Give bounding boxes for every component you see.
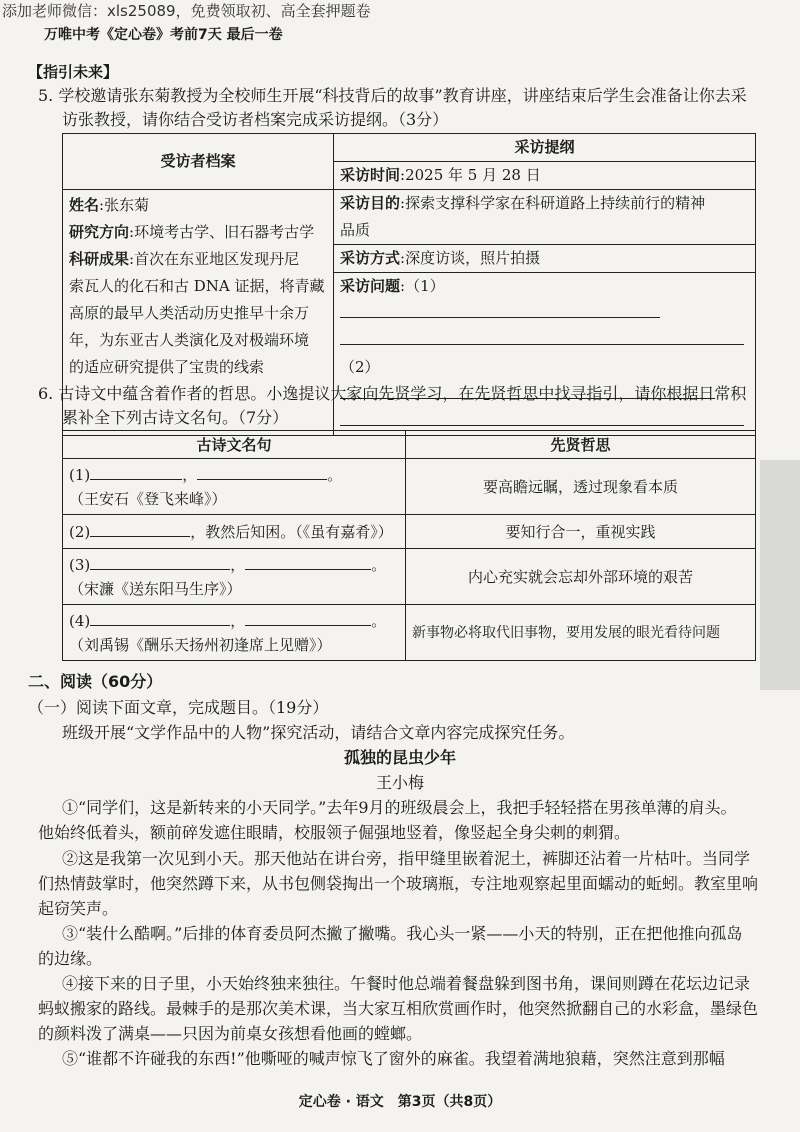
result-line: 的适应研究提供了宝贵的线索	[69, 358, 265, 376]
row-source: （刘禹锡《酬乐天扬州初逢席上见赠》）	[69, 635, 332, 654]
question-label: 采访问题	[340, 277, 401, 295]
article-line: 的边缘。	[38, 949, 103, 968]
col-left-title: 古诗文名句	[196, 435, 272, 454]
answer-blank[interactable]	[90, 554, 230, 570]
reading-heading: 二、阅读（60分）	[28, 672, 163, 691]
outline-purpose-cell	[334, 190, 756, 245]
outline-title: 采访提纲	[514, 138, 575, 156]
article-line: 他始终低着头，额前碎发遮住眼睛，校服领子倔强地竖着，像竖起全身尖刺的刺猬。	[38, 823, 631, 842]
answer-blank[interactable]	[90, 521, 190, 537]
question-2: （2）	[340, 358, 380, 376]
result-line: :首次在东亚地区发现丹尼	[129, 250, 300, 268]
result-line: 年，为东亚古人类演化及对极端环境	[69, 331, 310, 349]
article-line: 起窃笑声。	[38, 899, 119, 918]
article-line: 的颜料泼了满桌——只因为前桌女孩想看他画的螳螂。	[38, 1024, 423, 1043]
q6-line-1: 6. 古诗文中蕴含着作者的哲思。小逸提议大家向先贤学习，在先贤哲思中找寻指引，请你根据日常积	[38, 384, 747, 403]
idea-cell	[406, 605, 756, 661]
poetry-col-header	[63, 431, 406, 459]
result-label: 科研成果	[69, 250, 130, 268]
question-1: :（1）	[400, 277, 445, 295]
row-source: （宋濂《送东阳马生序》）	[69, 579, 242, 598]
col-right-title: 先贤哲思	[550, 435, 611, 454]
answer-blank[interactable]	[245, 610, 371, 626]
article-line: ④接下来的日子里，小天始终独来独往。午餐时他总端着餐盘躲到图书角，课间则蹲在花坛边记录	[62, 974, 751, 993]
purpose-value-cont: 品质	[340, 221, 371, 239]
profile-title: 受访者档案	[160, 152, 236, 170]
answer-blank[interactable]	[197, 464, 327, 480]
answer-blank[interactable]	[340, 410, 744, 426]
purpose-value: :探索支撑科学家在科研道路上持续前行的精神	[400, 194, 706, 212]
philosophy-col-header	[406, 431, 756, 459]
profile-title-cell	[63, 134, 334, 190]
idea-cell	[406, 459, 756, 515]
scan-shadow	[760, 460, 800, 690]
answer-blank[interactable]	[340, 302, 660, 318]
reading-sub: （一）阅读下面文章，完成题目。（19分）	[28, 698, 329, 717]
name-value: :张东菊	[99, 196, 150, 214]
reading-intro: 班级开展“文学作品中的人物”探究活动，请结合文章内容完成探究任务。	[62, 723, 575, 742]
article-line: 蚂蚁搬家的路线。最棘手的是那次美术课，当大家互相欣赏画作时，他突然掀翻自己的水彩盒，墨绿色	[38, 999, 759, 1018]
row-idea: 要高瞻远瞩，透过现象看本质	[482, 477, 678, 496]
q6-line-2: 累补全下列古诗文名句。（7分）	[62, 408, 289, 427]
time-label: 采访时间	[340, 166, 401, 184]
row-tail: 。	[371, 555, 387, 574]
row-tail: 。	[327, 465, 343, 484]
idea-cell	[406, 515, 756, 549]
row-number: (2)	[69, 522, 91, 541]
poem-cell	[63, 549, 406, 605]
name-label: 姓名	[69, 196, 100, 214]
row-number: (4)	[69, 611, 91, 630]
method-label: 采访方式	[340, 249, 401, 267]
outline-question-cell	[334, 273, 756, 436]
answer-blank[interactable]	[245, 554, 371, 570]
row-mid: ，	[230, 555, 246, 574]
answer-blank[interactable]	[340, 329, 744, 345]
row-idea: 新事物必将取代旧事物，要用发展的眼光看待问题	[412, 624, 720, 641]
row-idea: 内心充实就会忘却外部环境的艰苦	[467, 567, 693, 586]
watermark-text: 添加老师微信：xls25089，免费领取初、高全套押题卷	[2, 2, 371, 20]
field-label: 研究方向	[69, 223, 130, 241]
series-title: 万唯中考《定心卷》考前7天 最后一卷	[44, 27, 283, 43]
page-footer: 定心卷 · 语文 第3页（共8页）	[298, 1094, 502, 1110]
purpose-label: 采访目的	[340, 194, 401, 212]
result-line: 索瓦人的化石和古 DNA 证据，将青藏	[69, 277, 325, 295]
field-value: :环境考古学、旧石器考古学	[129, 223, 315, 241]
answer-blank[interactable]	[90, 610, 230, 626]
answer-blank[interactable]	[90, 464, 182, 480]
article-line: 们热情鼓掌时，他突然蹲下来，从书包侧袋掏出一个玻璃瓶，专注地观察起里面蠕动的蚯蚓。教室里响	[38, 874, 759, 893]
row-mid: ，	[230, 611, 246, 630]
article-author: 王小梅	[375, 773, 424, 792]
poem-cell	[63, 605, 406, 661]
time-value: :2025 年 5 月 28 日	[400, 166, 541, 184]
row-source: （王安石《登飞来峰》）	[69, 489, 227, 508]
row-idea: 要知行合一，重视实践	[505, 522, 656, 541]
row-number: (1)	[69, 465, 91, 484]
article-line: ①“同学们，这是新转来的小天同学。”去年9月的班级晨会上，我把手轻轻搭在男孩单薄的肩头。	[62, 798, 737, 817]
section-label: 【指引未来】	[28, 63, 119, 81]
q5-line-2: 访张教授，请你结合受访者档案完成采访提纲。（3分）	[62, 110, 449, 129]
poem-cell	[63, 515, 406, 549]
q5-line-1: 5. 学校邀请张东菊教授为全校师生开展“科技背后的故事”教育讲座，讲座结束后学生会准备让你去采	[38, 86, 747, 105]
row-tail: ，教然后知困。（《虽有嘉肴》）	[190, 522, 393, 541]
poem-cell: (1) ， 。 （王安石《登飞来峰》）	[63, 459, 406, 515]
outline-title-cell	[334, 134, 756, 162]
poetry-table	[62, 430, 756, 661]
article-title: 孤独的昆虫少年	[343, 748, 456, 767]
outline-method-cell	[334, 245, 756, 273]
idea-cell	[406, 549, 756, 605]
row-number: (3)	[69, 555, 91, 574]
row-tail: 。	[371, 611, 387, 630]
article-line: ③“装什么酷啊。”后排的体育委员阿杰撇了撇嘴。我心头一紧——小天的特别，正在把他推向孤岛	[62, 924, 743, 943]
article-line: ②这是我第一次见到小天。那天他站在讲台旁，指甲缝里嵌着泥土，裤脚还沾着一片枯叶。当同学	[62, 849, 751, 868]
method-value: :深度访谈，照片拍摄	[400, 249, 541, 267]
article-line: ⑤“谁都不许碰我的东西!”他嘶哑的喊声惊飞了窗外的麻雀。我望着满地狼藉，突然注意到那幅	[62, 1049, 725, 1068]
outline-time-cell	[334, 162, 756, 190]
result-line: 高原的最早人类活动历史推早十余万	[69, 304, 310, 322]
